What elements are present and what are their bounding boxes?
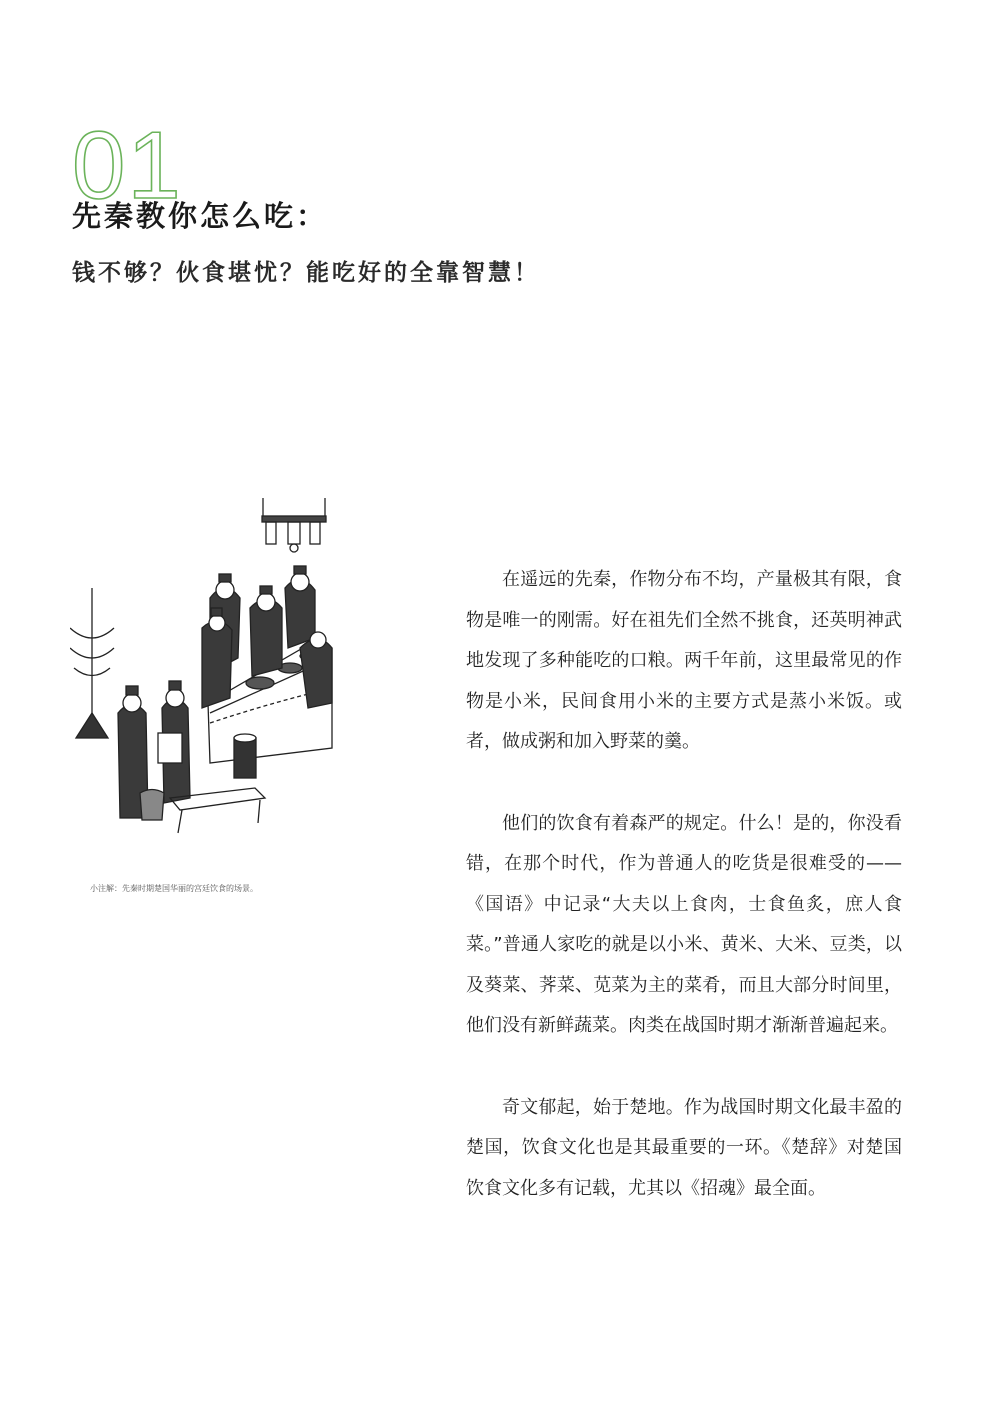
paragraph: 奇文郁起，始于楚地。作为战国时期文化最丰盈的楚国，饮食文化也是其最重要的一环。《楚辞》对楚国饮食文化多有记载，尤其以《招魂》最全面。 [466,1096,902,1199]
page-subtitle: 钱不够？伙食堪忧？能吃好的全靠智慧！ [72,260,540,286]
section-number: 01 [72,112,183,219]
paragraph: 他们的饮食有着森严的规定。什么！是的，你没看错，在那个时代，作为普通人的吃货是很难受的——《国语》中记录“大夫以上食肉，士食鱼炙，庶人食菜。”普通人家吃的就是以小米、黄米、大米、豆类，以及葵菜、荠菜、苋菜为主的菜肴，而且大部分时间里，他们没有新鲜蔬菜。肉类在战国时期才渐渐普遍起来。 [466,812,902,1036]
banquet-illustration [70,498,335,843]
paragraph: 在遥远的先秦，作物分布不均，产量极其有限，食物是唯一的刚需。好在祖先们全然不挑食，还英明神武地发现了多种能吃的口粮。两千年前，这里最常见的作物是小米，民间食用小米的主要方式是蒸小米饭。或者，做成粥和加入野菜的羹。 [466,569,902,752]
page-title: 先秦教你怎么吃： [72,199,329,233]
article-body [466,560,902,1250]
image-caption: 小注解：先秦时期楚国华丽的宫廷饮食的场景。 [90,884,258,893]
